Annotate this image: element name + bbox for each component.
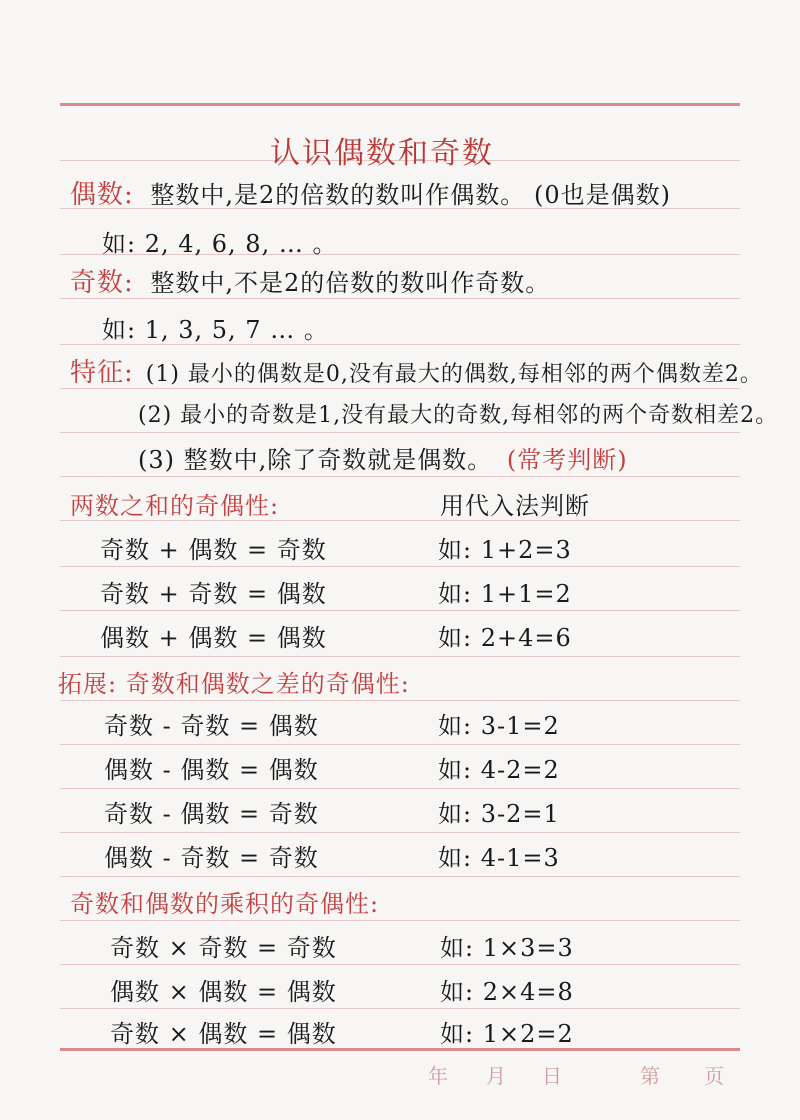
diff-section-heading: 拓展: 奇数和偶数之差的奇偶性: <box>58 670 410 698</box>
features-row-1 <box>70 352 763 389</box>
footer-page-suffix: 页 <box>704 1064 724 1088</box>
feature-item-3-note: (常考判断) <box>506 446 628 474</box>
ruled-line <box>60 432 740 433</box>
diff-rule-4: 偶数 - 奇数 = 奇数 <box>104 844 319 872</box>
sum-example-2: 如: 1+1=2 <box>438 580 572 608</box>
top-border-line <box>60 103 740 106</box>
ruled-line <box>60 876 740 877</box>
features-label: 特征: <box>70 358 134 388</box>
odd-label: 奇数: <box>70 268 134 298</box>
sum-rule-1: 奇数 + 偶数 = 奇数 <box>100 536 327 564</box>
feature-item-3: (3) 整数中,除了奇数就是偶数。 <box>138 446 493 474</box>
sum-section-method: 用代入法判断 <box>440 492 590 520</box>
ruled-line <box>60 920 740 921</box>
diff-example-2: 如: 4-2=2 <box>438 756 560 784</box>
footer-page-label: 第 <box>640 1064 660 1088</box>
diff-example-3: 如: 3-2=1 <box>438 800 560 828</box>
diff-rule-3: 奇数 - 偶数 = 奇数 <box>104 800 319 828</box>
product-example-3: 如: 1×2=2 <box>440 1020 574 1048</box>
ruled-line <box>60 476 740 477</box>
feature-item-2: (2) 最小的奇数是1,没有最大的奇数,每相邻的两个奇数相差2。 <box>138 403 779 428</box>
sum-rule-2: 奇数 + 奇数 = 偶数 <box>100 580 327 608</box>
ruled-line <box>60 744 740 745</box>
diff-example-1: 如: 3-1=2 <box>438 712 560 740</box>
footer-day: 日 <box>542 1064 562 1088</box>
ruled-line <box>60 1008 740 1009</box>
even-label: 偶数: <box>70 180 134 210</box>
ruled-line <box>60 832 740 833</box>
ruled-line <box>60 566 740 567</box>
even-zero-note: (0也是偶数) <box>533 181 671 209</box>
sum-rule-3: 偶数 + 偶数 = 偶数 <box>100 624 327 652</box>
feature-item-1: (1) 最小的偶数是0,没有最大的偶数,每相邻的两个偶数差2。 <box>145 362 763 387</box>
features-row-3 <box>138 440 628 475</box>
ruled-line <box>60 964 740 965</box>
diff-example-4: 如: 4-1=3 <box>438 844 560 872</box>
ruled-line <box>60 610 740 611</box>
product-example-1: 如: 1×3=3 <box>440 934 574 962</box>
odd-definition-text: 整数中,不是2的倍数的数叫作奇数。 <box>150 269 551 297</box>
product-rule-1: 奇数 × 奇数 = 奇数 <box>110 934 337 962</box>
odd-example: 如: 1, 3, 5, 7 … 。 <box>102 316 329 344</box>
even-definition-text: 整数中,是2的倍数的数叫作偶数。 <box>150 181 526 209</box>
even-example: 如: 2, 4, 6, 8, … 。 <box>102 230 338 258</box>
product-rule-3: 奇数 × 偶数 = 偶数 <box>110 1020 337 1048</box>
ruled-line <box>60 788 740 789</box>
ruled-line <box>60 656 740 657</box>
even-definition-row <box>70 174 671 211</box>
footer-year: 年 <box>428 1064 448 1088</box>
odd-definition-row <box>70 262 550 299</box>
footer-month: 月 <box>486 1064 506 1088</box>
sum-example-1: 如: 1+2=3 <box>438 536 572 564</box>
page-title: 认识偶数和奇数 <box>270 136 494 171</box>
product-rule-2: 偶数 × 偶数 = 偶数 <box>110 978 337 1006</box>
sum-example-3: 如: 2+4=6 <box>438 624 572 652</box>
product-section-heading: 奇数和偶数的乘积的奇偶性: <box>70 890 380 918</box>
ruled-line <box>60 700 740 701</box>
diff-rule-1: 奇数 - 奇数 = 偶数 <box>104 712 319 740</box>
sum-section-heading: 两数之和的奇偶性: <box>70 492 280 520</box>
product-example-2: 如: 2×4=8 <box>440 978 574 1006</box>
diff-rule-2: 偶数 - 偶数 = 偶数 <box>104 756 319 784</box>
